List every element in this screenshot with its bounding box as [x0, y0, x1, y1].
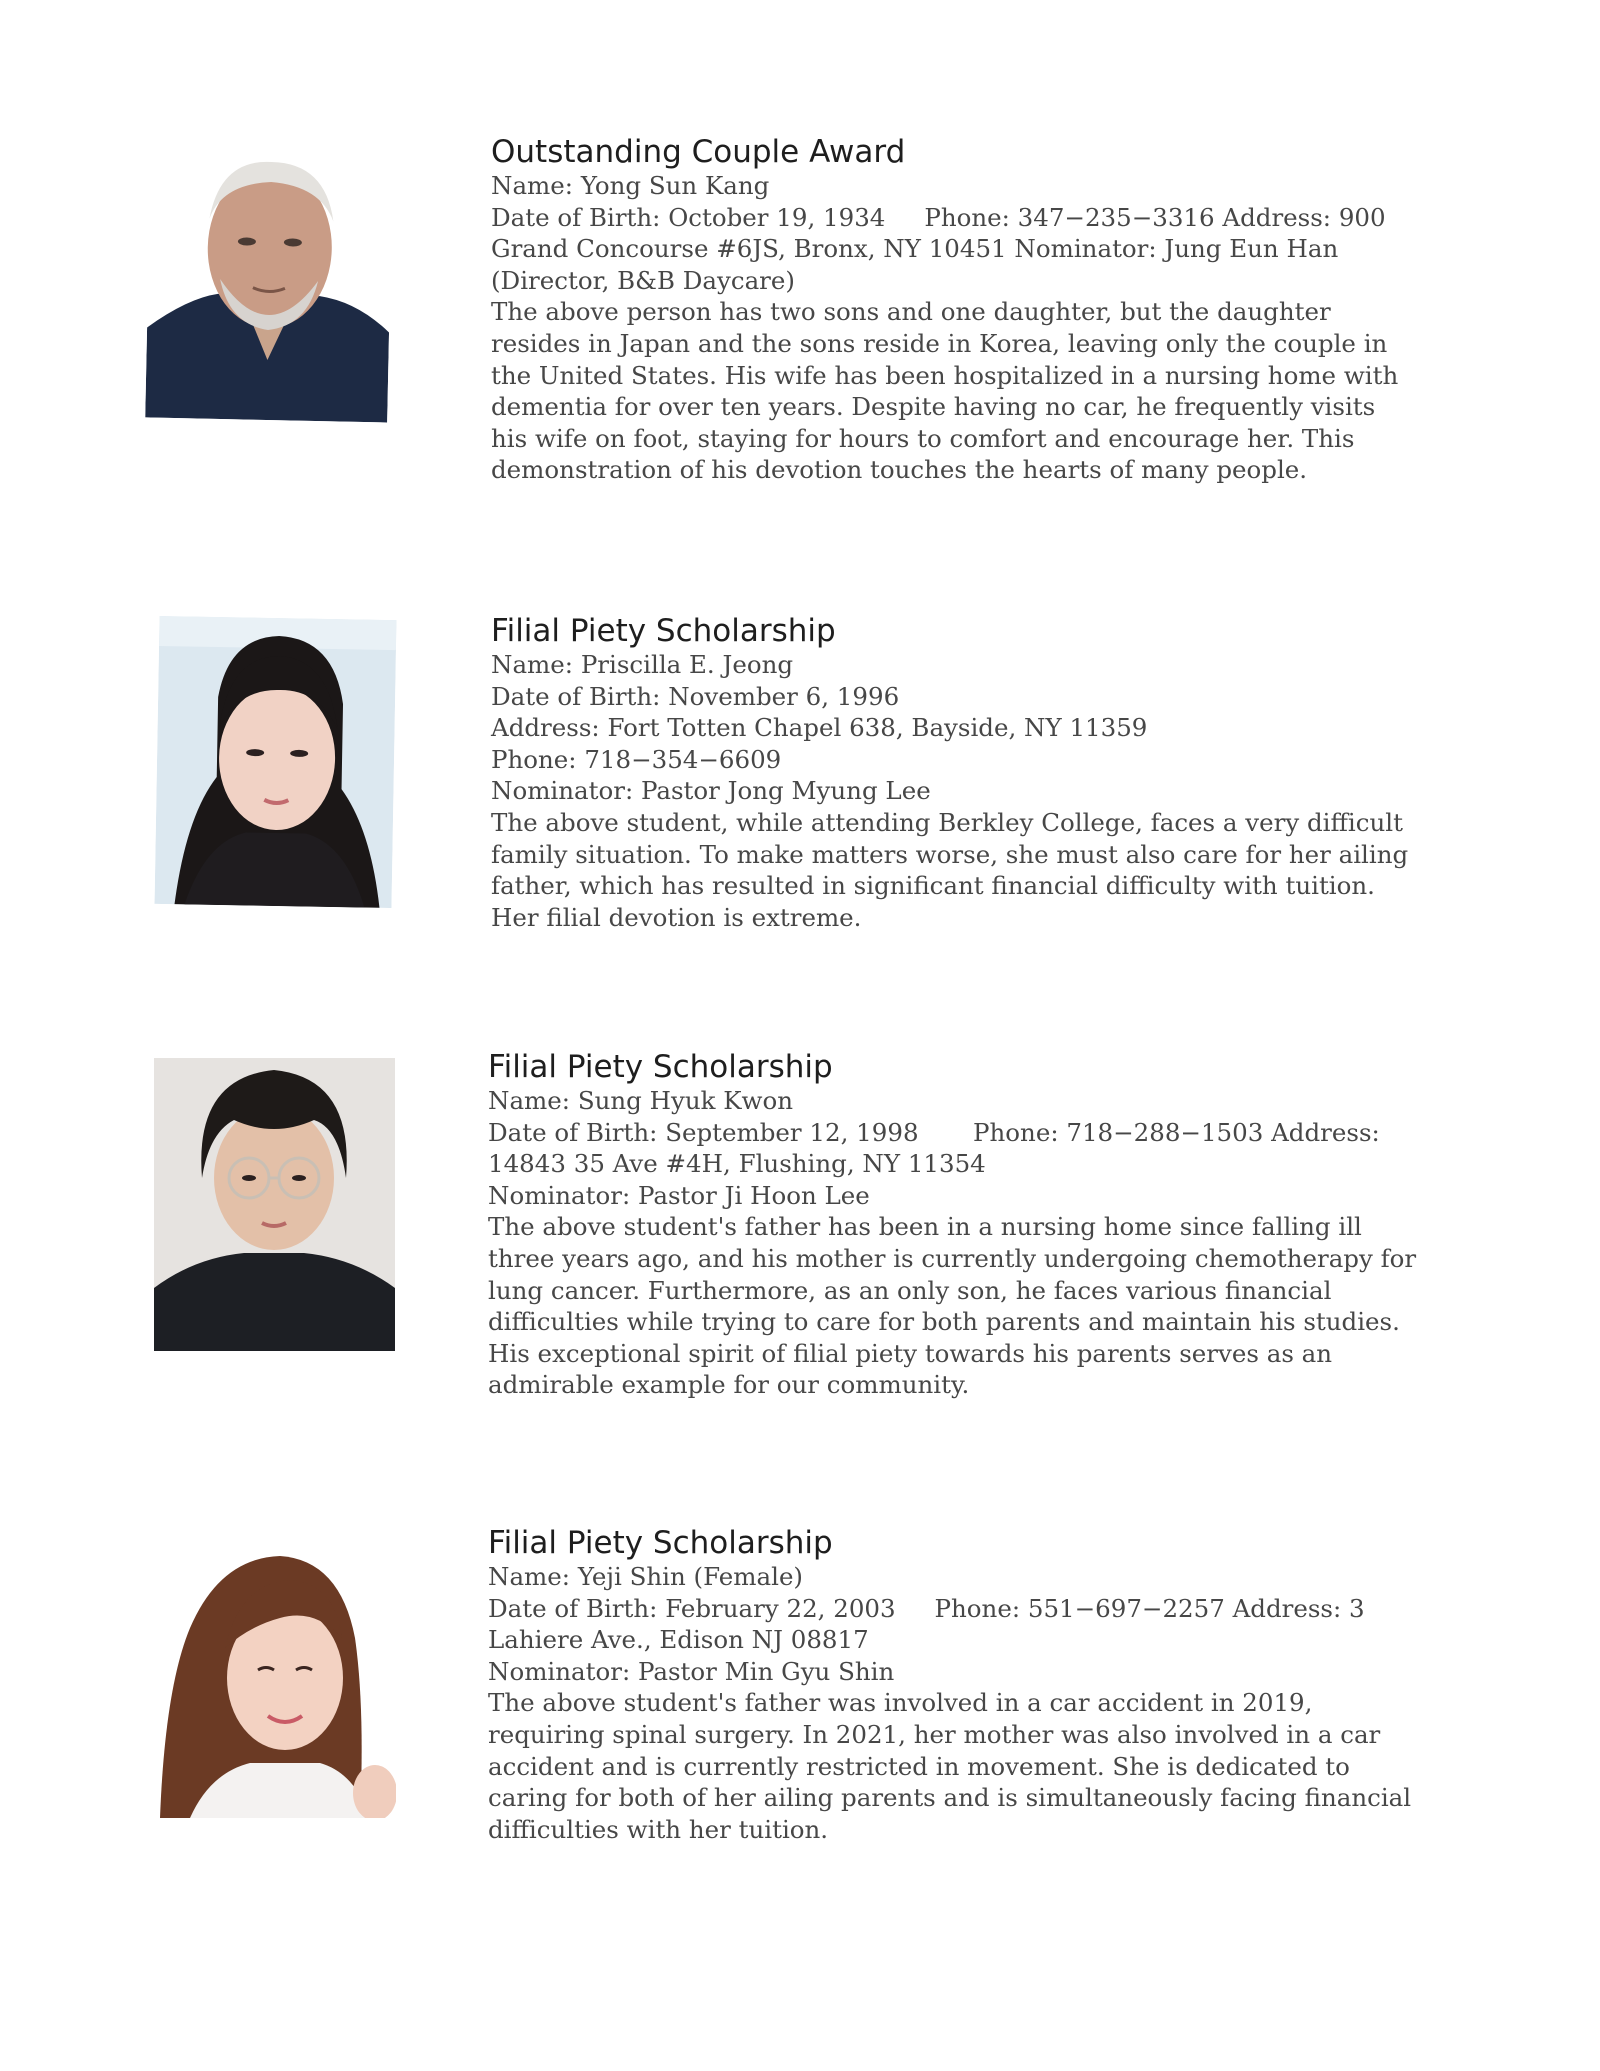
description-line: lung cancer. Furthermore, as an only son, he faces various financial	[488, 1275, 1332, 1305]
name-line: Name: Sung Hyuk Kwon	[488, 1086, 794, 1115]
name-line: Name: Priscilla E. Jeong	[491, 650, 794, 679]
portrait-photo-elderly-man	[145, 147, 393, 422]
description-line: The above student's father has been in a nursing home since falling ill	[488, 1212, 1362, 1242]
address-line: 14843 35 Ave #4H, Flushing, NY 11354	[488, 1149, 986, 1179]
portrait-image	[155, 616, 397, 908]
nominator-line: Nominator: Pastor Jong Myung Lee	[491, 776, 931, 806]
description-line: difficulties while trying to care for both parents and maintain his studies.	[488, 1307, 1400, 1337]
description-line: admirable example for our community.	[488, 1370, 970, 1400]
description-line: caring for both of her ailing parents and is simultaneously facing financial	[488, 1783, 1412, 1813]
birth-phone-line: Date of Birth: February 22, 2003 Phone: 551−697−2257 Address: 3	[488, 1593, 1365, 1623]
award-title: Filial Piety Scholarship	[491, 613, 836, 649]
address-line: Lahiere Ave., Edison NJ 08817	[488, 1625, 869, 1655]
name-line: Name: Yong Sun Kang	[491, 171, 770, 200]
birth-phone-line: Date of Birth: September 12, 1998 Phone: 718−288−1503 Address:	[488, 1117, 1380, 1147]
description-line: The above student, while attending Berkley College, faces a very difficult	[491, 807, 1403, 837]
award-title: Filial Piety Scholarship	[488, 1525, 833, 1561]
description-line: resides in Japan and the sons reside in Korea, leaving only the couple in	[491, 328, 1388, 358]
name-line: Name: Yeji Shin (Female)	[488, 1562, 803, 1591]
nominator-line: (Director, B&B Daycare)	[491, 265, 795, 295]
description-line: his wife on foot, staying for hours to comfort and encourage her. This	[491, 423, 1355, 453]
portrait-image	[150, 1538, 396, 1818]
description-line: His exceptional spirit of filial piety towards his parents serves as an	[488, 1338, 1333, 1368]
description-line: demonstration of his devotion touches the hearts of many people.	[491, 455, 1308, 485]
description-line: three years ago, and his mother is currently undergoing chemotherapy for	[488, 1243, 1417, 1273]
description-line: the United States. His wife has been hospitalized in a nursing home with	[491, 360, 1399, 390]
portrait-photo-young-woman	[155, 616, 397, 908]
portrait-photo-young-woman-smiling	[150, 1538, 396, 1818]
award-title: Filial Piety Scholarship	[488, 1049, 833, 1085]
birth-line: Date of Birth: November 6, 1996	[491, 681, 900, 711]
description-line: father, which has resulted in significant financial difficulty with tuition.	[491, 871, 1375, 901]
nominator-line: Nominator: Pastor Ji Hoon Lee	[488, 1180, 870, 1210]
description-line: The above person has two sons and one daughter, but the daughter	[491, 297, 1331, 327]
description-line: family situation. To make matters worse, she must also care for her ailing	[491, 839, 1409, 869]
description-line: difficulties with her tuition.	[488, 1814, 829, 1844]
description-line: requiring spinal surgery. In 2021, her mother was also involved in a car	[488, 1719, 1381, 1749]
address-line: Grand Concourse #6JS, Bronx, NY 10451 Nominator: Jung Eun Han	[491, 234, 1339, 264]
description-line: dementia for over ten years. Despite having no car, he frequently visits	[491, 392, 1376, 422]
address-line: Address: Fort Totten Chapel 638, Bayside, NY 11359	[491, 713, 1148, 743]
portrait-image	[154, 1058, 395, 1351]
nominator-line: Nominator: Pastor Min Gyu Shin	[488, 1656, 895, 1686]
award-title: Outstanding Couple Award	[491, 134, 906, 170]
description-line: The above student's father was involved in a car accident in 2019,	[488, 1688, 1313, 1718]
description-line: Her filial devotion is extreme.	[491, 902, 862, 932]
portrait-photo-young-man	[154, 1058, 395, 1351]
phone-line: Phone: 718−354−6609	[491, 744, 782, 774]
birth-phone-line: Date of Birth: October 19, 1934 Phone: 347−235−3316 Address: 900	[491, 202, 1386, 232]
portrait-image	[145, 147, 393, 422]
description-line: accident and is currently restricted in movement. She is dedicated to	[488, 1751, 1350, 1781]
